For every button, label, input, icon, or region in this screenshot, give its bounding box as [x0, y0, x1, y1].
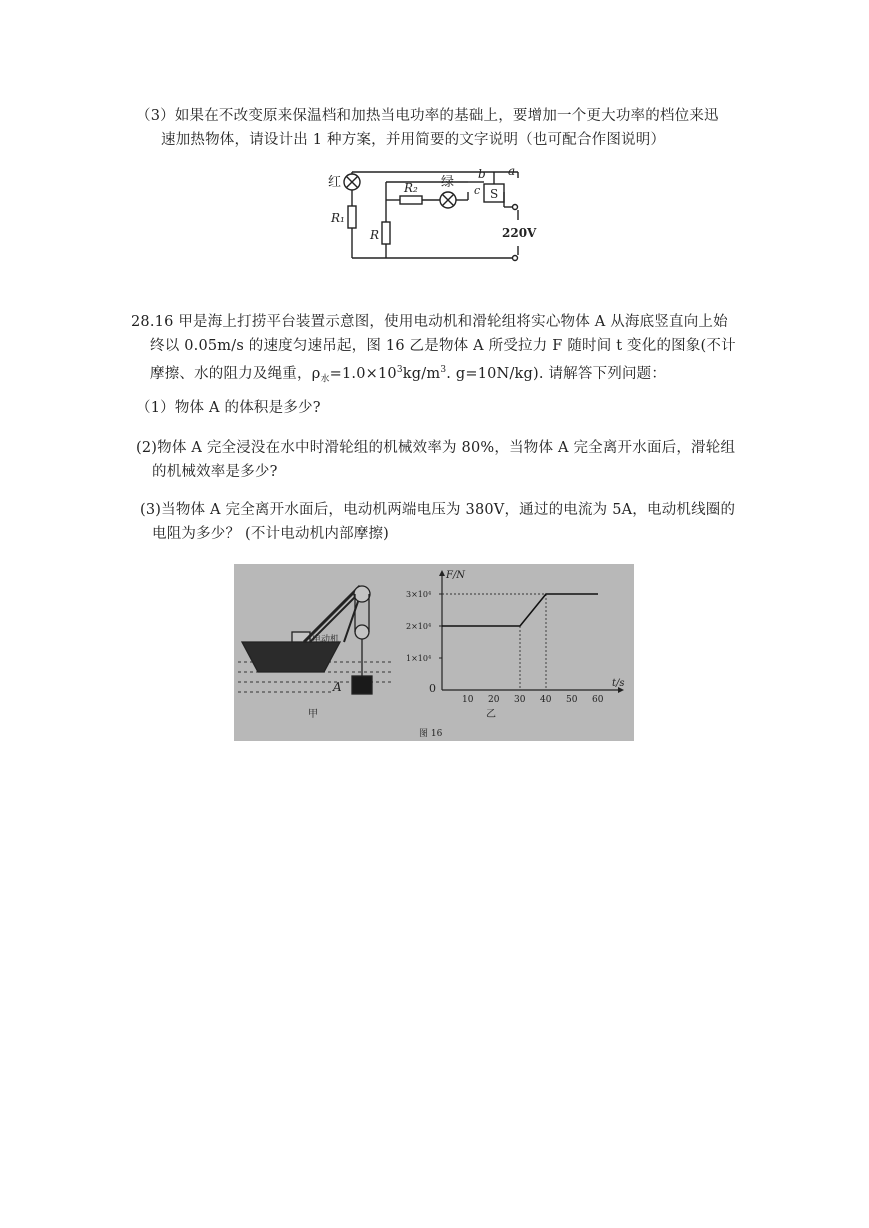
- rho-symbol: ρ: [311, 365, 321, 382]
- p28-q3-line2: 电阻为多少？ (不计电动机内部摩擦): [152, 526, 390, 542]
- p28-q3-line1: (3)当物体 A 完全离开水面后，电动机两端电压为 380V，通过的电流为 5A，电动机线圈的: [140, 502, 736, 518]
- voltage-label: 220V: [502, 226, 537, 240]
- contact-a-label: a: [508, 164, 516, 178]
- y-tick-label: 3×10⁴: [406, 590, 432, 599]
- x-tick-label: 50: [566, 695, 578, 705]
- red-lamp-label: 红: [328, 175, 342, 190]
- object-a-icon: [352, 676, 372, 694]
- x-tick-label: 60: [592, 695, 604, 705]
- x-axis-label: t/s: [612, 678, 625, 689]
- p28-line1: 28.16 甲是海上打捞平台装置示意图，使用电动机和滑轮组将实心物体 A 从海底竖直向上始: [131, 314, 728, 330]
- p28-line2: 终以 0.05m/s 的速度匀速吊起，图 16 乙是物体 A 所受拉力 F 随时间 t 变化的图象(不计: [150, 338, 736, 354]
- p28-line3-d: . g=10N/kg). 请解答下列问题：: [446, 365, 667, 382]
- motor-label: 电动机: [312, 635, 340, 645]
- r2-resistor-icon: [400, 196, 422, 204]
- pulley-top-icon: [354, 586, 370, 602]
- r-resistor-icon: [382, 222, 390, 244]
- force-time-chart: [406, 570, 625, 705]
- rho-subscript: 水: [320, 374, 330, 385]
- terminal-top-icon: [513, 205, 518, 210]
- pulley-bottom-icon: [355, 625, 369, 639]
- p28-q2-line2: 的机械效率是多少?: [152, 464, 278, 480]
- y-axis-arrow-icon: [439, 570, 445, 576]
- x-tick-label: 10: [462, 695, 474, 705]
- object-a-label: A: [333, 680, 342, 694]
- x-tick-label: 20: [488, 695, 500, 705]
- boat-hull-icon: [242, 642, 340, 672]
- force-series-line: [442, 594, 598, 626]
- exp-sup: 3: [396, 365, 403, 375]
- r-label: R: [370, 228, 380, 242]
- p28-line3-a: 摩擦、水的阻力及绳重，: [150, 365, 312, 382]
- y-tick-label: 1×10⁴: [406, 654, 432, 663]
- x-tick-label: 30: [514, 695, 526, 705]
- y-tick-label: 2×10⁴: [406, 622, 432, 631]
- left-caption: 甲: [308, 709, 318, 720]
- r1-resistor-icon: [348, 206, 356, 228]
- unit-sup: 3: [440, 365, 447, 375]
- y-axis-label: F/N: [446, 570, 466, 581]
- contact-b-label: b: [478, 167, 486, 181]
- p28-line3-b: =1.0×10: [329, 365, 397, 382]
- p28-line3-c: kg/m: [402, 365, 441, 382]
- switch-label: S: [490, 187, 499, 201]
- p28-line3: [150, 360, 666, 390]
- r2-label: R₂: [404, 181, 418, 195]
- p28-q1: （1）物体 A 的体积是多少?: [136, 400, 321, 416]
- figure-caption: 图 16: [419, 729, 443, 739]
- origin-label: 0: [429, 682, 436, 695]
- p28-q2-line1: (2)物体 A 完全浸没在水中时滑轮组的机械效率为 80%，当物体 A 完全离开水面后，滑轮组: [136, 440, 736, 456]
- figure-16: [234, 564, 634, 741]
- r1-label: R₁: [331, 211, 345, 225]
- terminal-bottom-icon: [513, 256, 518, 261]
- q3-intro-line2: 速加热物体，请设计出 1 种方案，并用简要的文字说明（也可配合作图说明）: [161, 132, 666, 148]
- right-caption: 乙: [486, 709, 496, 720]
- q3-intro-line1: （3）如果在不改变原来保温档和加热当电功率的基础上，要增加一个更大功率的档位来迅: [136, 108, 719, 124]
- circuit-diagram: [318, 162, 548, 270]
- green-lamp-label: 绿: [441, 175, 455, 190]
- x-tick-label: 40: [540, 695, 552, 705]
- contact-c-label: c: [474, 184, 481, 197]
